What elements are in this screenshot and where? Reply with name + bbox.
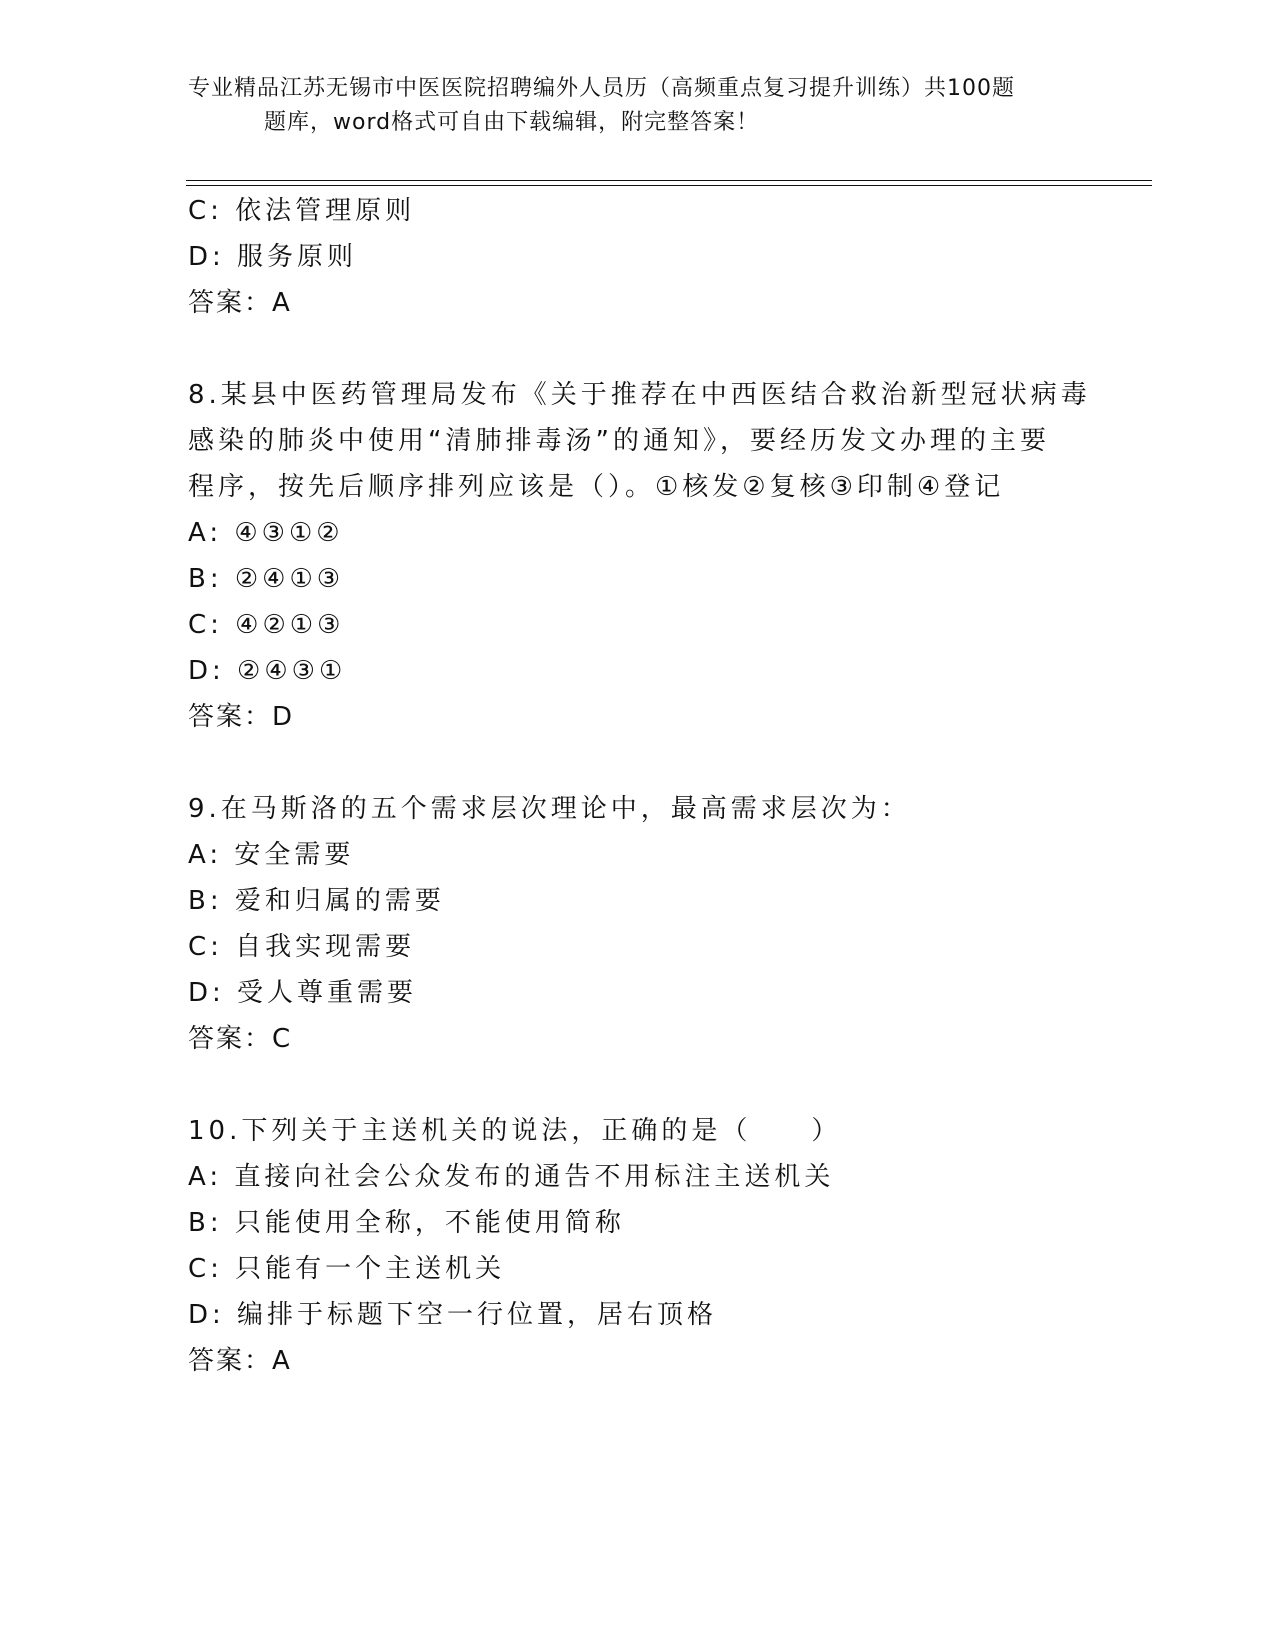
question-9 — [188, 786, 1148, 1062]
option-d: D: ②④③① — [188, 656, 347, 686]
option-d: D: 服务原则 — [188, 242, 358, 272]
question-stem: 感染的肺炎中使用“清肺排毒汤”的通知》，要经历发文办理的主要 — [188, 426, 1050, 456]
question-list — [188, 188, 1148, 1384]
spacer — [188, 326, 1148, 372]
option-b: B: 爱和归属的需要 — [188, 886, 445, 916]
question-stem: 9.在马斯洛的五个需求层次理论中，最高需求层次为： — [188, 794, 911, 824]
question-8 — [188, 372, 1148, 740]
header-divider-top — [186, 180, 1152, 181]
spacer — [188, 740, 1148, 786]
option-c: C: ④②①③ — [188, 610, 345, 640]
answer: 答案：D — [188, 702, 295, 732]
option-c: C: 依法管理原则 — [188, 196, 416, 226]
option-c: C: 自我实现需要 — [188, 932, 416, 962]
question-stem: 8.某县中医药管理局发布《关于推荐在中西医结合救治新型冠状病毒 — [188, 380, 1091, 410]
question-stem: 10.下列关于主送机关的说法，正确的是（ ） — [188, 1116, 842, 1146]
question-10 — [188, 1108, 1148, 1384]
option-d: D: 编排于标题下空一行位置，居右顶格 — [188, 1300, 718, 1330]
option-a: A: ④③①② — [188, 518, 344, 548]
header-title-line2: 题库，word格式可自由下载编辑，附完整答案！ — [264, 110, 760, 135]
option-d: D: 受人尊重需要 — [188, 978, 418, 1008]
option-a: A: 直接向社会公众发布的通告不用标注主送机关 — [188, 1162, 835, 1192]
header-divider-bottom — [186, 185, 1152, 186]
question-stem: 程序，按先后顺序排列应该是（）。①核发②复核③印制④登记 — [188, 472, 1005, 502]
answer: 答案：A — [188, 288, 292, 318]
option-b: B: 只能使用全称，不能使用简称 — [188, 1208, 625, 1238]
option-c: C: 只能有一个主送机关 — [188, 1254, 506, 1284]
option-a: A: 安全需要 — [188, 840, 355, 870]
question-7-tail — [188, 188, 1148, 326]
answer: 答案：C — [188, 1024, 293, 1054]
spacer — [188, 1062, 1148, 1108]
page-header — [188, 72, 1088, 140]
answer: 答案：A — [188, 1346, 292, 1376]
option-b: B: ②④①③ — [188, 564, 345, 594]
header-title-line1: 专业精品江苏无锡市中医医院招聘编外人员历（高频重点复习提升训练）共100题 — [188, 76, 1015, 101]
